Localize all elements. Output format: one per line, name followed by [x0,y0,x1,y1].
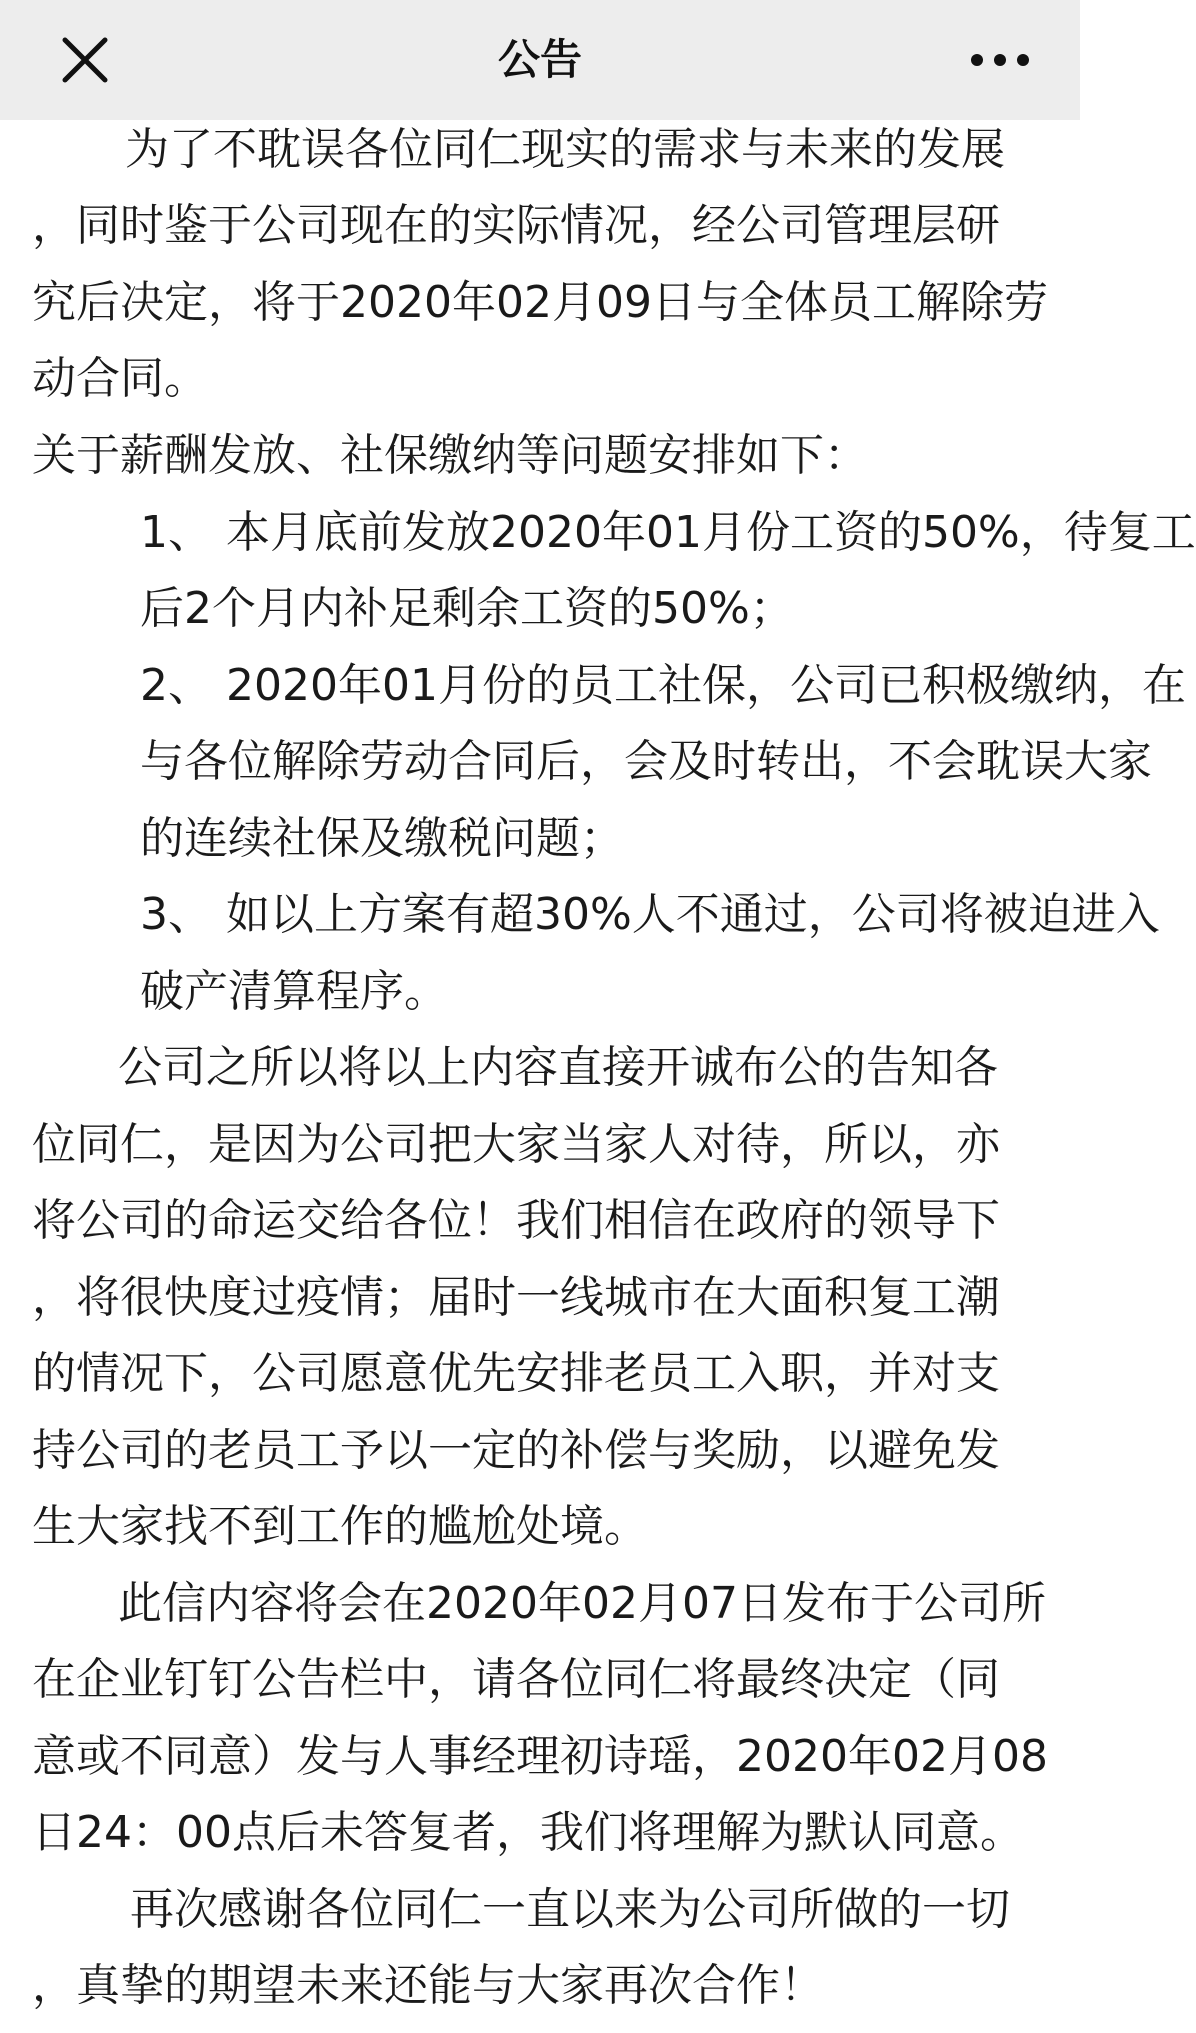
arrangement-item-line: 破产清算程序。 [140,966,448,1017]
more-options-button[interactable] [965,30,1035,90]
arrangement-item-line: 与各位解除劳动合同后，会及时转出，不会耽误大家 [140,736,1152,787]
arrangement-item-line: 1、 本月底前发放2020年01月份工资的50%，待复工 [140,507,1196,558]
notice-text-line: 的情况下，公司愿意优先安排老员工入职，并对支 [32,1348,1000,1399]
notice-text-line: 动合同。 [32,353,208,404]
notice-text-line: 再次感谢各位同仁一直以来为公司所做的一切 [130,1884,1010,1935]
arrangement-item-line: 后2个月内补足剩余工资的50%； [140,583,794,634]
close-button[interactable] [55,30,115,90]
arrangement-item-line: 3、 如以上方案有超30%人不通过，公司将被迫进入 [140,889,1160,940]
notice-text-line: 为了不耽误各位同仁现实的需求与未来的发展 [125,124,1005,175]
more-dots-icon [965,30,1035,90]
page-title: 公告 [497,35,582,84]
notice-text-line: 此信内容将会在2020年02月07日发布于公司所 [118,1578,1046,1629]
notice-text-line: 位同仁，是因为公司把大家当家人对待，所以，亦 [32,1119,1000,1170]
top-nav-bar [0,0,1080,120]
notice-text-line: ，真挚的期望未来还能与大家再次合作！ [32,1960,824,2011]
notice-text-line: 在企业钉钉公告栏中，请各位同仁将最终决定（同 [32,1654,1000,1705]
notice-text-line: 持公司的老员工予以一定的补偿与奖励，以避免发 [32,1425,1000,1476]
arrangement-item-line: 2、 2020年01月份的员工社保，公司已积极缴纳，在 [140,660,1186,711]
notice-text-line: ，同时鉴于公司现在的实际情况，经公司管理层研 [32,200,1000,251]
notice-text-line: 公司之所以将以上内容直接开诚布公的告知各 [118,1042,998,1093]
notice-text-line: 将公司的命运交给各位！我们相信在政府的领导下 [32,1195,1000,1246]
close-icon [55,30,115,90]
arrangement-heading: 关于薪酬发放、社保缴纳等问题安排如下： [32,430,868,481]
notice-text-line: 日24：00点后未答复者，我们将理解为默认同意。 [32,1807,1024,1858]
notice-text-line: 究后决定，将于2020年02月09日与全体员工解除劳 [32,277,1048,328]
notice-text-line: ，将很快度过疫情；届时一线城市在大面积复工潮 [32,1272,1000,1323]
notice-text-line: 意或不同意）发与人事经理初诗瑶，2020年02月08 [32,1731,1048,1782]
arrangement-item-line: 的连续社保及缴税问题； [140,813,624,864]
notice-text-line: 生大家找不到工作的尴尬处境。 [32,1501,648,1552]
